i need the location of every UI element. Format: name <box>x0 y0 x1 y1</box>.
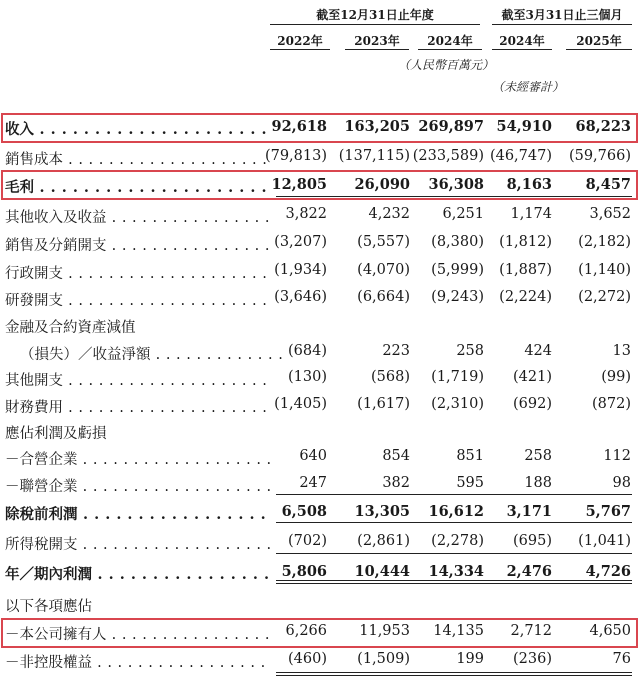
row-value: 13 <box>612 343 631 359</box>
double-rule-profit <box>276 580 632 584</box>
row-value: (2,224) <box>499 289 552 305</box>
row-value: (4,070) <box>357 262 410 278</box>
row-value: (5,999) <box>431 262 484 278</box>
row-value: 854 <box>382 448 410 464</box>
row-value: 247 <box>299 475 327 491</box>
col-header-2022: 2022年 <box>277 34 323 48</box>
row-label: 以下各項應佔 <box>5 599 92 615</box>
row-value: (1,617) <box>357 396 410 412</box>
row-value: 269,897 <box>418 118 484 135</box>
row-value: (137,115) <box>338 148 410 164</box>
row-value: 26,090 <box>354 176 410 193</box>
row-value: 1,174 <box>510 206 552 222</box>
col-header-2025-q1: 2025年 <box>576 34 622 48</box>
row-value: 13,305 <box>354 503 410 520</box>
row-value: (59,766) <box>568 148 631 164</box>
double-rule-bottom <box>276 672 632 676</box>
row-revenue <box>0 115 640 141</box>
row-label: 研發開支 . . . <box>5 289 270 310</box>
col-rule-2025-q1 <box>566 49 632 50</box>
row-value: 4,650 <box>589 623 631 639</box>
row-value: (1,812) <box>499 234 552 250</box>
col-header-2024: 2024年 <box>427 34 473 48</box>
row-value: 14,334 <box>428 563 484 580</box>
row-value: (684) <box>288 343 327 359</box>
row-share-of-profit-heading <box>0 419 640 445</box>
row-rd-expenses <box>0 286 640 312</box>
row-impairment-net <box>0 340 640 366</box>
row-value: 640 <box>299 448 327 464</box>
row-value: (2,182) <box>578 234 631 250</box>
row-value: (1,887) <box>499 262 552 278</box>
row-value: (236) <box>513 651 552 667</box>
col-rule-2024-q1 <box>492 49 552 50</box>
row-value: 5,806 <box>281 563 327 580</box>
row-value: 199 <box>456 651 484 667</box>
row-value: (130) <box>288 369 327 385</box>
row-value: (1,509) <box>357 651 410 667</box>
row-label: 銷售及分銷開支 . . . <box>5 234 270 255</box>
rule-below-pretax <box>276 522 632 523</box>
row-value: 223 <box>382 343 410 359</box>
row-value: 382 <box>382 475 410 491</box>
quarter-header-rule <box>492 24 632 25</box>
row-value: 54,910 <box>496 118 552 135</box>
row-label: 年／期內利潤 . . . <box>5 563 270 584</box>
unaudited-note: （未經審計） <box>492 80 565 94</box>
row-value: (2,278) <box>431 533 484 549</box>
row-label: 毛利 . . . <box>5 176 270 197</box>
row-cost-of-sales <box>0 145 640 171</box>
row-value: 36,308 <box>428 176 484 193</box>
period-year-header: 截至12月31日止年度 <box>316 8 434 22</box>
row-value: (692) <box>513 396 552 412</box>
row-label: －合營企業 . . . <box>5 448 270 469</box>
row-impairment-heading <box>0 313 640 339</box>
row-joint-ventures <box>0 445 640 471</box>
row-value: (702) <box>288 533 327 549</box>
period-quarter-header: 截至3月31日止三個月 <box>501 8 623 22</box>
row-value: (2,861) <box>357 533 410 549</box>
row-value: (1,934) <box>274 262 327 278</box>
row-value: 3,171 <box>506 503 552 520</box>
row-label: 行政開支 . . . <box>5 262 270 283</box>
row-value: (1,041) <box>578 533 631 549</box>
row-label: 其他開支 . . . <box>5 369 270 390</box>
row-value: 595 <box>456 475 484 491</box>
rule-above-profit <box>276 553 632 554</box>
col-header-2023: 2023年 <box>354 34 400 48</box>
row-value: (3,207) <box>274 234 327 250</box>
unit-note: （人民幣百萬元） <box>398 58 495 72</box>
row-label: －聯營企業 . . . <box>5 475 270 496</box>
row-value: (46,747) <box>489 148 552 164</box>
row-value: 2,712 <box>510 623 552 639</box>
row-value: (2,310) <box>431 396 484 412</box>
row-finance-costs <box>0 393 640 419</box>
row-label: 所得稅開支 . . . <box>5 533 270 554</box>
row-value: 2,476 <box>506 563 552 580</box>
row-value: 424 <box>524 343 552 359</box>
col-header-2024-q1: 2024年 <box>499 34 545 48</box>
row-value: 851 <box>456 448 484 464</box>
row-value: 6,508 <box>281 503 327 520</box>
row-value: 4,726 <box>585 563 631 580</box>
row-label: 銷售成本 . . . <box>5 148 270 169</box>
row-value: 4,232 <box>368 206 410 222</box>
row-value: (1,405) <box>274 396 327 412</box>
row-value: 258 <box>456 343 484 359</box>
row-label: －本公司擁有人 . . . <box>5 623 270 644</box>
row-value: (2,272) <box>578 289 631 305</box>
row-value: 3,822 <box>285 206 327 222</box>
row-value: 8,457 <box>585 176 631 193</box>
row-value: (8,380) <box>431 234 484 250</box>
row-value: 92,618 <box>271 118 327 135</box>
col-rule-2023 <box>345 49 409 50</box>
row-value: 12,805 <box>271 176 327 193</box>
row-label: （損失）／收益淨額 . . . <box>20 343 285 364</box>
row-value: (1,719) <box>431 369 484 385</box>
row-value: 16,612 <box>428 503 484 520</box>
row-label: 收入 . . . <box>5 118 270 139</box>
row-admin-expenses <box>0 259 640 285</box>
row-value: (99) <box>601 369 631 385</box>
rule-above-gross-profit-2 <box>276 196 632 197</box>
row-other-expenses <box>0 366 640 392</box>
row-value: 76 <box>612 651 631 667</box>
row-value: 163,205 <box>344 118 410 135</box>
row-non-controlling-interests <box>0 648 640 674</box>
row-value: (9,243) <box>431 289 484 305</box>
row-attributable-heading <box>0 592 640 618</box>
row-label: 財務費用 . . . <box>5 396 270 417</box>
row-owners-of-company <box>0 620 640 646</box>
row-value: 11,953 <box>359 623 410 639</box>
row-value: 8,163 <box>506 176 552 193</box>
rule-above-gross-profit <box>276 171 632 172</box>
rule-above-pretax <box>276 494 632 495</box>
row-value: (568) <box>371 369 410 385</box>
row-value: 10,444 <box>354 563 410 580</box>
row-value: (421) <box>513 369 552 385</box>
row-value: 14,135 <box>433 623 484 639</box>
row-value: 188 <box>524 475 552 491</box>
row-label: 金融及合約資產減值 <box>5 320 136 336</box>
col-rule-2024 <box>418 49 482 50</box>
row-value: (872) <box>592 396 631 412</box>
row-value: (460) <box>288 651 327 667</box>
row-value: 258 <box>524 448 552 464</box>
row-value: 112 <box>603 448 631 464</box>
row-value: (3,646) <box>274 289 327 305</box>
row-label: －非控股權益 . . . <box>5 651 270 672</box>
row-value: 3,652 <box>589 206 631 222</box>
year-header-rule <box>270 24 480 25</box>
row-value: (5,557) <box>357 234 410 250</box>
col-rule-2022 <box>270 49 330 50</box>
row-label: 其他收入及收益 . . . <box>5 206 270 227</box>
row-value: (695) <box>513 533 552 549</box>
row-value: 6,251 <box>442 206 484 222</box>
row-value: 68,223 <box>575 118 631 135</box>
row-value: 5,767 <box>585 503 631 520</box>
row-value: (6,664) <box>357 289 410 305</box>
row-label: 除稅前利潤 . . . <box>5 503 270 524</box>
row-label: 應佔利潤及虧損 <box>5 426 107 442</box>
row-value: 6,266 <box>285 623 327 639</box>
row-value: (233,589) <box>412 148 484 164</box>
row-other-income <box>0 203 640 229</box>
row-value: (79,813) <box>264 148 327 164</box>
row-selling-expenses <box>0 231 640 257</box>
row-value: 98 <box>612 475 631 491</box>
row-value: (1,140) <box>578 262 631 278</box>
